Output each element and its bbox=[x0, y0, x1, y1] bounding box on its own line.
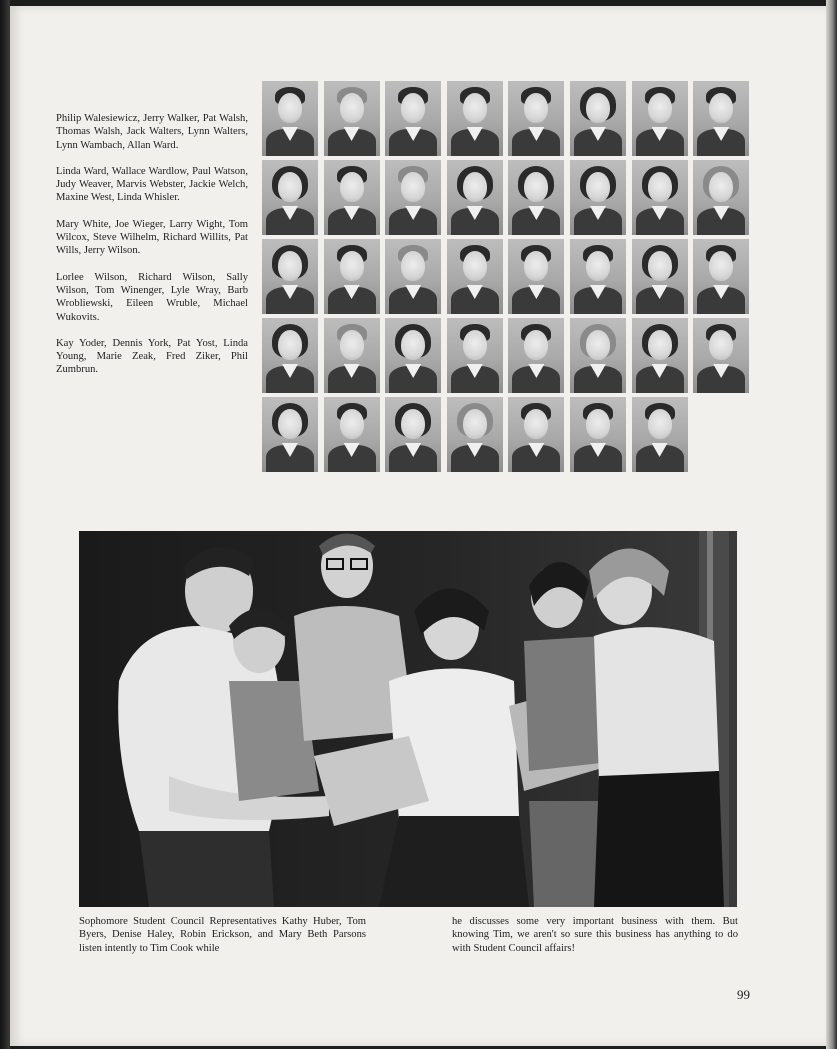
name-caption-row-2: Linda Ward, Wallace Wardlow, Paul Watson, Judy Weaver, Marvis Webster, Jackie Welch, Maxine West, Linda Whisler. bbox=[56, 165, 248, 204]
page-edge bbox=[826, 0, 837, 1049]
portrait-grid bbox=[262, 81, 749, 472]
portrait bbox=[508, 81, 564, 156]
portrait bbox=[693, 160, 749, 235]
portrait bbox=[570, 239, 626, 314]
portrait bbox=[693, 318, 749, 393]
portrait bbox=[324, 318, 380, 393]
name-caption-row-5: Kay Yoder, Dennis York, Pat Yost, Linda Young, Marie Zeak, Fred Ziker, Phil Zumbrun. bbox=[56, 337, 248, 376]
portrait bbox=[632, 81, 688, 156]
portrait bbox=[447, 81, 503, 156]
page-number: 99 bbox=[737, 987, 750, 1002]
portrait bbox=[632, 239, 688, 314]
portrait bbox=[385, 239, 441, 314]
portrait bbox=[385, 81, 441, 156]
portrait bbox=[693, 81, 749, 156]
portrait bbox=[385, 160, 441, 235]
portrait bbox=[262, 397, 318, 472]
portrait bbox=[262, 239, 318, 314]
photo-caption-left: Sophomore Student Council Representatives Kathy Huber, Tom Byers, Denise Haley, Robin Erickson, and Mary Beth Parsons listen intently to Tim Cook while bbox=[79, 916, 366, 954]
portrait bbox=[262, 81, 318, 156]
portrait bbox=[447, 397, 503, 472]
portrait bbox=[508, 239, 564, 314]
name-caption-row-4: Lorlee Wilson, Richard Wilson, Sally Wilson, Tom Winenger, Lyle Wray, Barb Wrobliewski, Eileen Wruble, Michael Wukovits. bbox=[56, 271, 248, 323]
portrait bbox=[632, 160, 688, 235]
portrait bbox=[570, 318, 626, 393]
portrait bbox=[324, 81, 380, 156]
portrait bbox=[632, 318, 688, 393]
name-caption-row-3: Mary White, Joe Wieger, Larry Wight, Tom Wilcox, Steve Wilhelm, Richard Willits, Pat Wills, Jerry Wilson. bbox=[56, 218, 248, 257]
portrait bbox=[508, 160, 564, 235]
photo-caption-right: he discusses some very important business with them. But knowing Tim, we aren't so sure this business has anything to do with Student Council affairs! bbox=[452, 916, 738, 954]
portrait bbox=[447, 239, 503, 314]
portrait bbox=[324, 160, 380, 235]
book-spine-shadow bbox=[0, 0, 10, 1049]
portrait bbox=[508, 397, 564, 472]
portrait bbox=[324, 239, 380, 314]
portrait bbox=[632, 397, 688, 472]
portrait bbox=[385, 318, 441, 393]
portrait bbox=[447, 160, 503, 235]
portrait bbox=[324, 397, 380, 472]
portrait bbox=[693, 239, 749, 314]
portrait bbox=[385, 397, 441, 472]
portrait bbox=[570, 81, 626, 156]
portrait bbox=[262, 318, 318, 393]
group-photo-illustration bbox=[79, 531, 737, 907]
portrait-name-captions bbox=[56, 112, 248, 390]
portrait bbox=[447, 318, 503, 393]
portrait bbox=[570, 397, 626, 472]
portrait bbox=[570, 160, 626, 235]
name-caption-row-1: Philip Walesiewicz, Jerry Walker, Pat Walsh, Thomas Walsh, Jack Walters, Lynn Walters, Lynn Wambach, Allan Ward. bbox=[56, 113, 248, 151]
portrait bbox=[262, 160, 318, 235]
portrait bbox=[508, 318, 564, 393]
group-photo bbox=[79, 531, 737, 907]
